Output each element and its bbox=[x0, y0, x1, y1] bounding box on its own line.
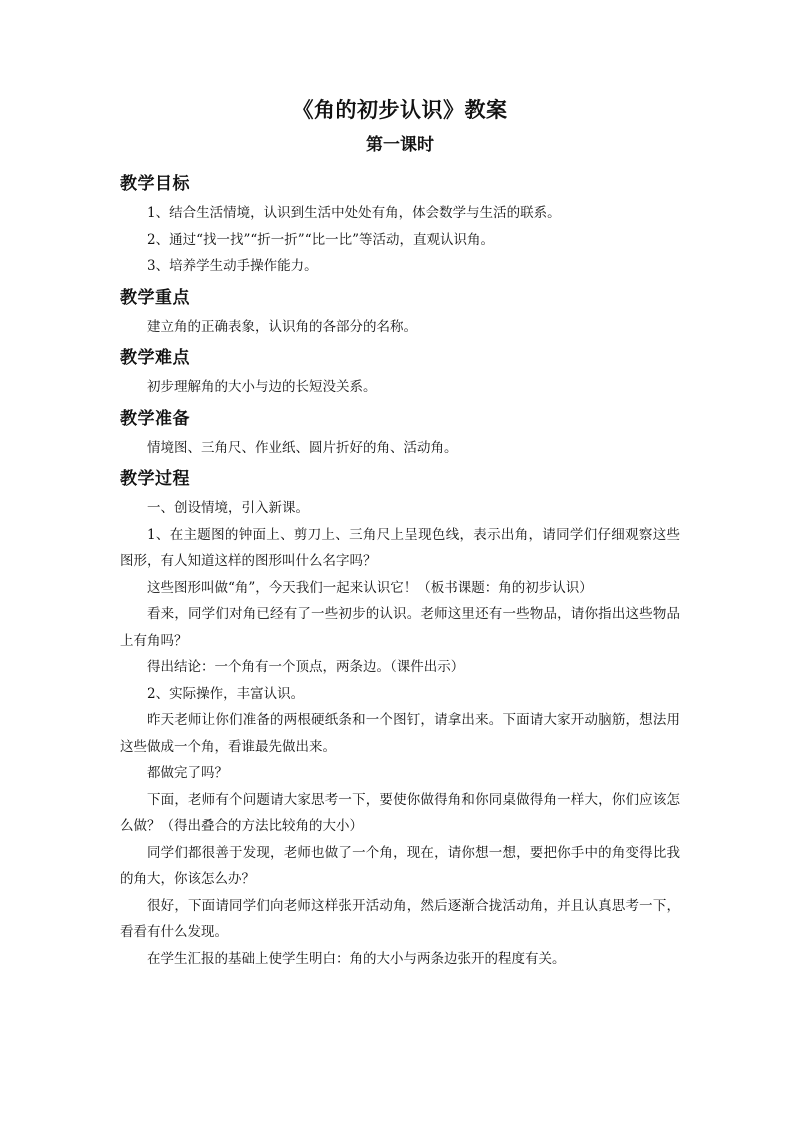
paragraph: 3、培养学生动手操作能力。 bbox=[147, 258, 318, 274]
paragraph: 看来，同学们对角已经有了一些初步的认识。老师这里还有一些物品，请你指出这些物品上有角吗？ bbox=[120, 606, 680, 649]
document-title: 《角的初步认识》教案 bbox=[292, 97, 508, 122]
section-heading: 教学目标 bbox=[120, 174, 190, 194]
paragraph: 同学们都很善于发现，老师也做了一个角，现在，请你想一想，要把你手中的角变得比我的角大，你该怎么办？ bbox=[120, 844, 680, 887]
paragraph: 情境图、三角尺、作业纸、圆片折好的角、活动角。 bbox=[147, 439, 458, 456]
paragraph: 这些图形叫做“角”，今天我们一起来认识它！（板书课题：角的初步认识） bbox=[147, 579, 593, 596]
section-heading: 教学难点 bbox=[120, 348, 190, 368]
document-subtitle: 第一课时 bbox=[366, 135, 434, 155]
paragraph: 1、结合生活情境，认识到生活中处处有角，体会数学与生活的联系。 bbox=[147, 205, 561, 221]
paragraph: 2、通过“找一找”“折一折”“比一比”等活动，直观认识角。 bbox=[147, 231, 494, 248]
section-heading: 教学过程 bbox=[120, 469, 190, 489]
paragraph: 很好，下面请同学们向老师这样张开活动角，然后逐渐合拢活动角，并且认真思考一下，看看有什么发现。 bbox=[120, 897, 680, 940]
section-preparation bbox=[120, 403, 680, 462]
section-heading: 教学重点 bbox=[120, 287, 190, 308]
document-page bbox=[120, 92, 680, 974]
paragraph: 2、实际操作，丰富认识。 bbox=[147, 685, 305, 702]
paragraph: 在学生汇报的基础上使学生明白：角的大小与两条边张开的程度有关。 bbox=[147, 950, 566, 967]
paragraph: 昨天老师让你们准备的两根硬纸条和一个图钉，请拿出来。下面请大家开动脑筋，想法用这些做成一个角，看谁最先做出来。 bbox=[120, 712, 680, 755]
paragraph: 1、在主题图的钟面上、剪刀上、三角尺上呈现色线，表示出角，请同学们仔细观察这些图形，有人知道这样的图形叫什么名字吗？ bbox=[120, 526, 680, 569]
section-key-points bbox=[120, 282, 680, 341]
section-teaching-goals bbox=[120, 168, 680, 280]
paragraph: 都做完了吗？ bbox=[147, 765, 228, 781]
section-teaching-process bbox=[120, 463, 680, 972]
paragraph: 初步理解角的大小与边的长短没关系。 bbox=[147, 379, 377, 395]
paragraph: 建立角的正确表象，认识角的各部分的名称。 bbox=[147, 318, 417, 335]
paragraph: 下面，老师有个问题请大家思考一下，要使你做得角和你同桌做得角一样大，你们应该怎么做？（得出叠合的方法比较角的大小） bbox=[120, 791, 680, 834]
paragraph: 得出结论：一个角有一个顶点，两条边。（课件出示） bbox=[147, 659, 465, 675]
section-heading: 教学准备 bbox=[120, 408, 190, 429]
section-difficulties bbox=[120, 342, 680, 401]
paragraph: 一、创设情境，引入新课。 bbox=[147, 500, 309, 516]
